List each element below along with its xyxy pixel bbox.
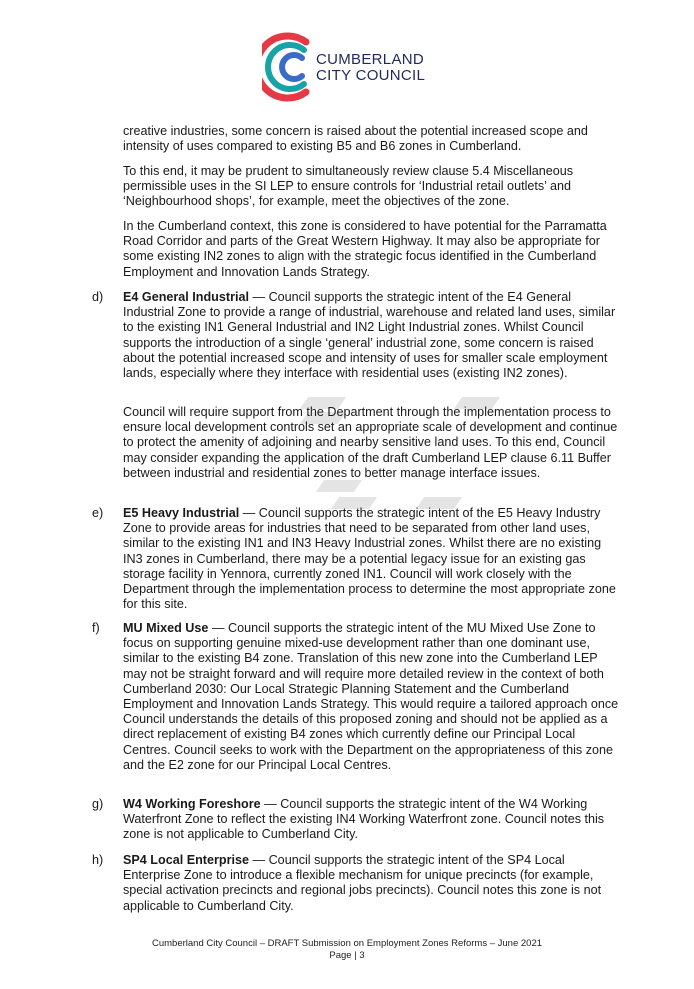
list-item-title: SP4 Local Enterprise [123,853,249,867]
list-item-title: W4 Working Foreshore [123,797,261,811]
list-item-text [123,853,623,914]
intro-paragraph-3: In the Cumberland context, this zone is considered to have potential for the Parramatta Road Corridor and parts of the Great Western Highway. It may also be appropriate for some existing IN2 zones to align with the strategic focus identified in the Cumberland Employment and Innovation Lands Strategy. [123,219,607,279]
watermark-mark [316,480,362,492]
intro-paragraph-1: creative industries, some concern is raised about the potential increased scope and intensity of uses compared to existing B5 and B6 zones in Cumberland. [123,124,588,154]
list-item-text [123,621,623,773]
list-item-title: E5 Heavy Industrial [123,506,240,520]
list-item-body: — Council supports the strategic intent of the E5 Heavy Industry Zone to provide areas for industries that need to be separated from other land uses, similar to the existing IN1 and IN3 Heavy Industrial zones. Whilst there are no existing IN3 zones in Cumberland, there may be a potential legacy issue for an existing gas storage facility in Yennora, currently zoned IN1. Council will work closely with the Department through the implementation process to determine the most appropriate zone for this site. [123,506,616,612]
list-letter: h) [92,853,104,867]
footer-title: Cumberland City Council – DRAFT Submission on Employment Zones Reforms – June 2021 [151,938,543,949]
intro-paragraph-2: To this end, it may be prudent to simultaneously review clause 5.4 Miscellaneous permissible uses in the SI LEP to ensure controls for ‘Industrial retail outlets’ and ‘Neighbourhood shops’, for example, meet the objectives of the zone. [123,164,574,209]
list-item-body: — Council supports the strategic intent of the W4 Working Waterfront Zone to reflect the existing IN4 Working Waterfront zone. Council notes this zone is not applicable to Cumberland City. [123,797,605,842]
list-letter: d) [92,290,104,304]
list-item-body: — Council supports the strategic intent of the MU Mixed Use Zone to focus on supporting genuine mixed-use development rather than one dominant use, similar to the existing B4 zone. Translation of this new zone into the Cumberland LEP may not be straight forward and will require more detailed review in the context of both Cumberland 2030: Our Local Strategic Planning Statement and the Cumberland Employment and Innovation Lands Strategy. This would require a tailored approach once Council understands the details of this proposed zoning and should not be applied as a direct replacement of existing B4 zones which currently define our Principal Local Centres. Council seeks to work with the Department on the appropriateness of this zone and the E2 zone for our Principal Local Centres. [123,621,619,772]
council-logo [262,30,482,104]
page-footer [0,938,694,962]
list-item-text [123,797,623,843]
page-number: Page | 3 [329,950,365,961]
list-letter: g) [92,797,104,811]
list-item-title: E4 General Industrial [123,290,249,304]
list-item-body: — Council supports the strategic intent of the E4 General Industrial Zone to provide a range of industrial, warehouse and related land uses, similar to the existing IN1 General Industrial and IN2 Light Industrial zones. Whilst Council supports the introduction of a single ‘general’ industrial zone, some concern is raised about the potential increased scope and intensity of uses for smaller scale employment lands, especially where they interface with residential uses (existing IN2 zones). [123,290,616,381]
list-letter: e) [92,506,104,520]
list-item-text [123,290,623,381]
list-item-text [123,506,623,612]
list-item-title: MU Mixed Use [123,621,209,635]
logo-line-2: CITY COUNCIL [316,67,426,84]
list-letter: f) [92,621,100,635]
list-item-body: — Council supports the strategic intent of the SP4 Local Enterprise Zone to introduce a flexible mechanism for unique precincts (for example, special activation precincts and regional jobs precincts). Council notes this zone is not applicable to Cumberland City. [123,853,602,913]
logo-wordmark [316,52,425,84]
logo-line-1: CUMBERLAND [316,51,425,68]
council-logo-icon [262,30,322,104]
list-item-followup: Council will require support from the Department through the implementation process to ensure local development controls set an appropriate scale of development and continue to protect the amenity of adjoining and nearby sensitive land uses. To this end, Council may consider expanding the application of the draft Cumberland LEP clause 6.11 Buffer between industrial and residential zones to better manage interface issues. [123,405,618,480]
